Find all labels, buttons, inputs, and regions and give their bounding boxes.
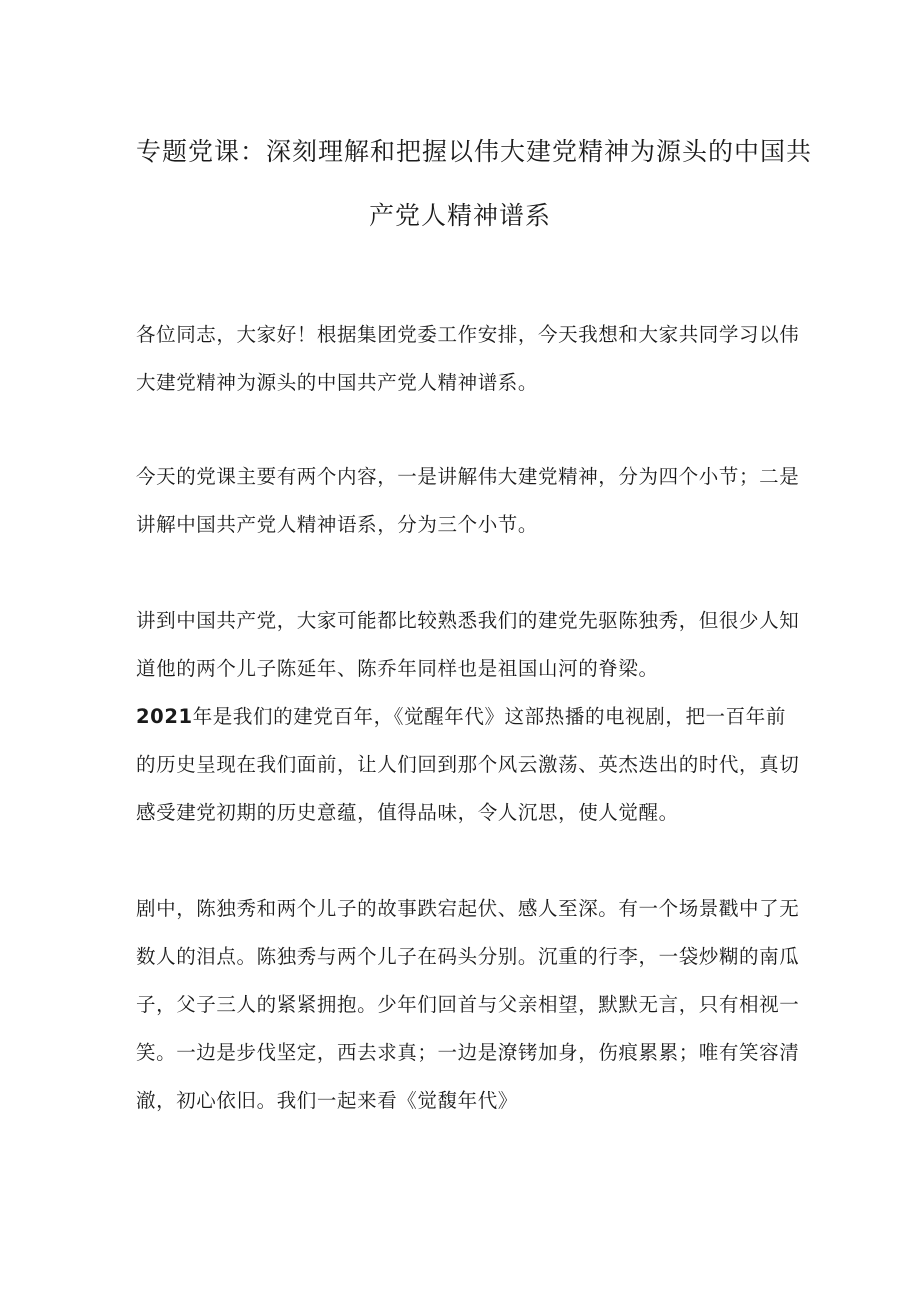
paragraph-line: 子，父子三人的紧紧拥抱。少年们回首与父亲相望，默默无言，只有相视一	[136, 993, 800, 1016]
paragraph-greeting	[136, 311, 800, 407]
paragraph-line: 数人的泪点。陈独秀与两个儿子在码头分别。沉重的行李，一袋炒糊的南瓜	[136, 945, 800, 968]
document-title-line-2: 产党人精神谱系	[368, 201, 551, 230]
year-text: 2021	[136, 705, 193, 728]
paragraph-line: 剧中，陈独秀和两个儿子的故事跌宕起伏、感人至深。有一个场景戳中了无	[136, 897, 800, 920]
paragraph-line: 各位同志，大家好！根据集团党委工作安排，今天我想和大家共同学习以伟	[136, 323, 800, 346]
paragraph-line: 大建党精神为源头的中国共产党人精神谱系。	[136, 371, 539, 394]
paragraph-line: 讲到中国共产党，大家可能都比较熟悉我们的建党先驱陈独秀，但很少人知	[136, 609, 800, 632]
paragraph-line: 的历史呈现在我们面前，让人们回到那个风云激荡、英杰迭出的时代，真切	[136, 753, 800, 776]
document-title-line-1: 专题党课：深刻理解和把握以伟大建党精神为源头的中国共	[136, 137, 813, 166]
paragraph-line: 澈，初心依旧。我们一起来看《觉馥年代》	[136, 1089, 518, 1112]
paragraph-line	[136, 693, 792, 741]
paragraph-line: 今天的党课主要有两个内容，一是讲解伟大建党精神，分为四个小节；二是	[136, 465, 800, 488]
paragraph-line: 笑。一边是步伐坚定，西去求真；一边是潦铐加身，伤痕累累；唯有笑容清	[136, 1041, 800, 1064]
paragraph-chen-duxiu	[136, 597, 800, 693]
paragraph-line: 感受建党初期的历史意蕴，值得品味，令人沉思，使人觉醒。	[136, 801, 679, 824]
paragraph-line: 道他的两个儿子陈延年、陈乔年同样也是祖国山河的脊梁。	[136, 657, 659, 680]
paragraph-drama-scene	[136, 885, 800, 1125]
paragraph-line-text: 年是我们的建党百年，《觉醒年代》这部热播的电视剧，把一百年前	[192, 705, 786, 728]
paragraph-line: 讲解中国共产党人精神语系，分为三个小节。	[136, 513, 539, 536]
paragraph-outline	[136, 453, 800, 549]
paragraph-awakening-age	[136, 693, 800, 837]
